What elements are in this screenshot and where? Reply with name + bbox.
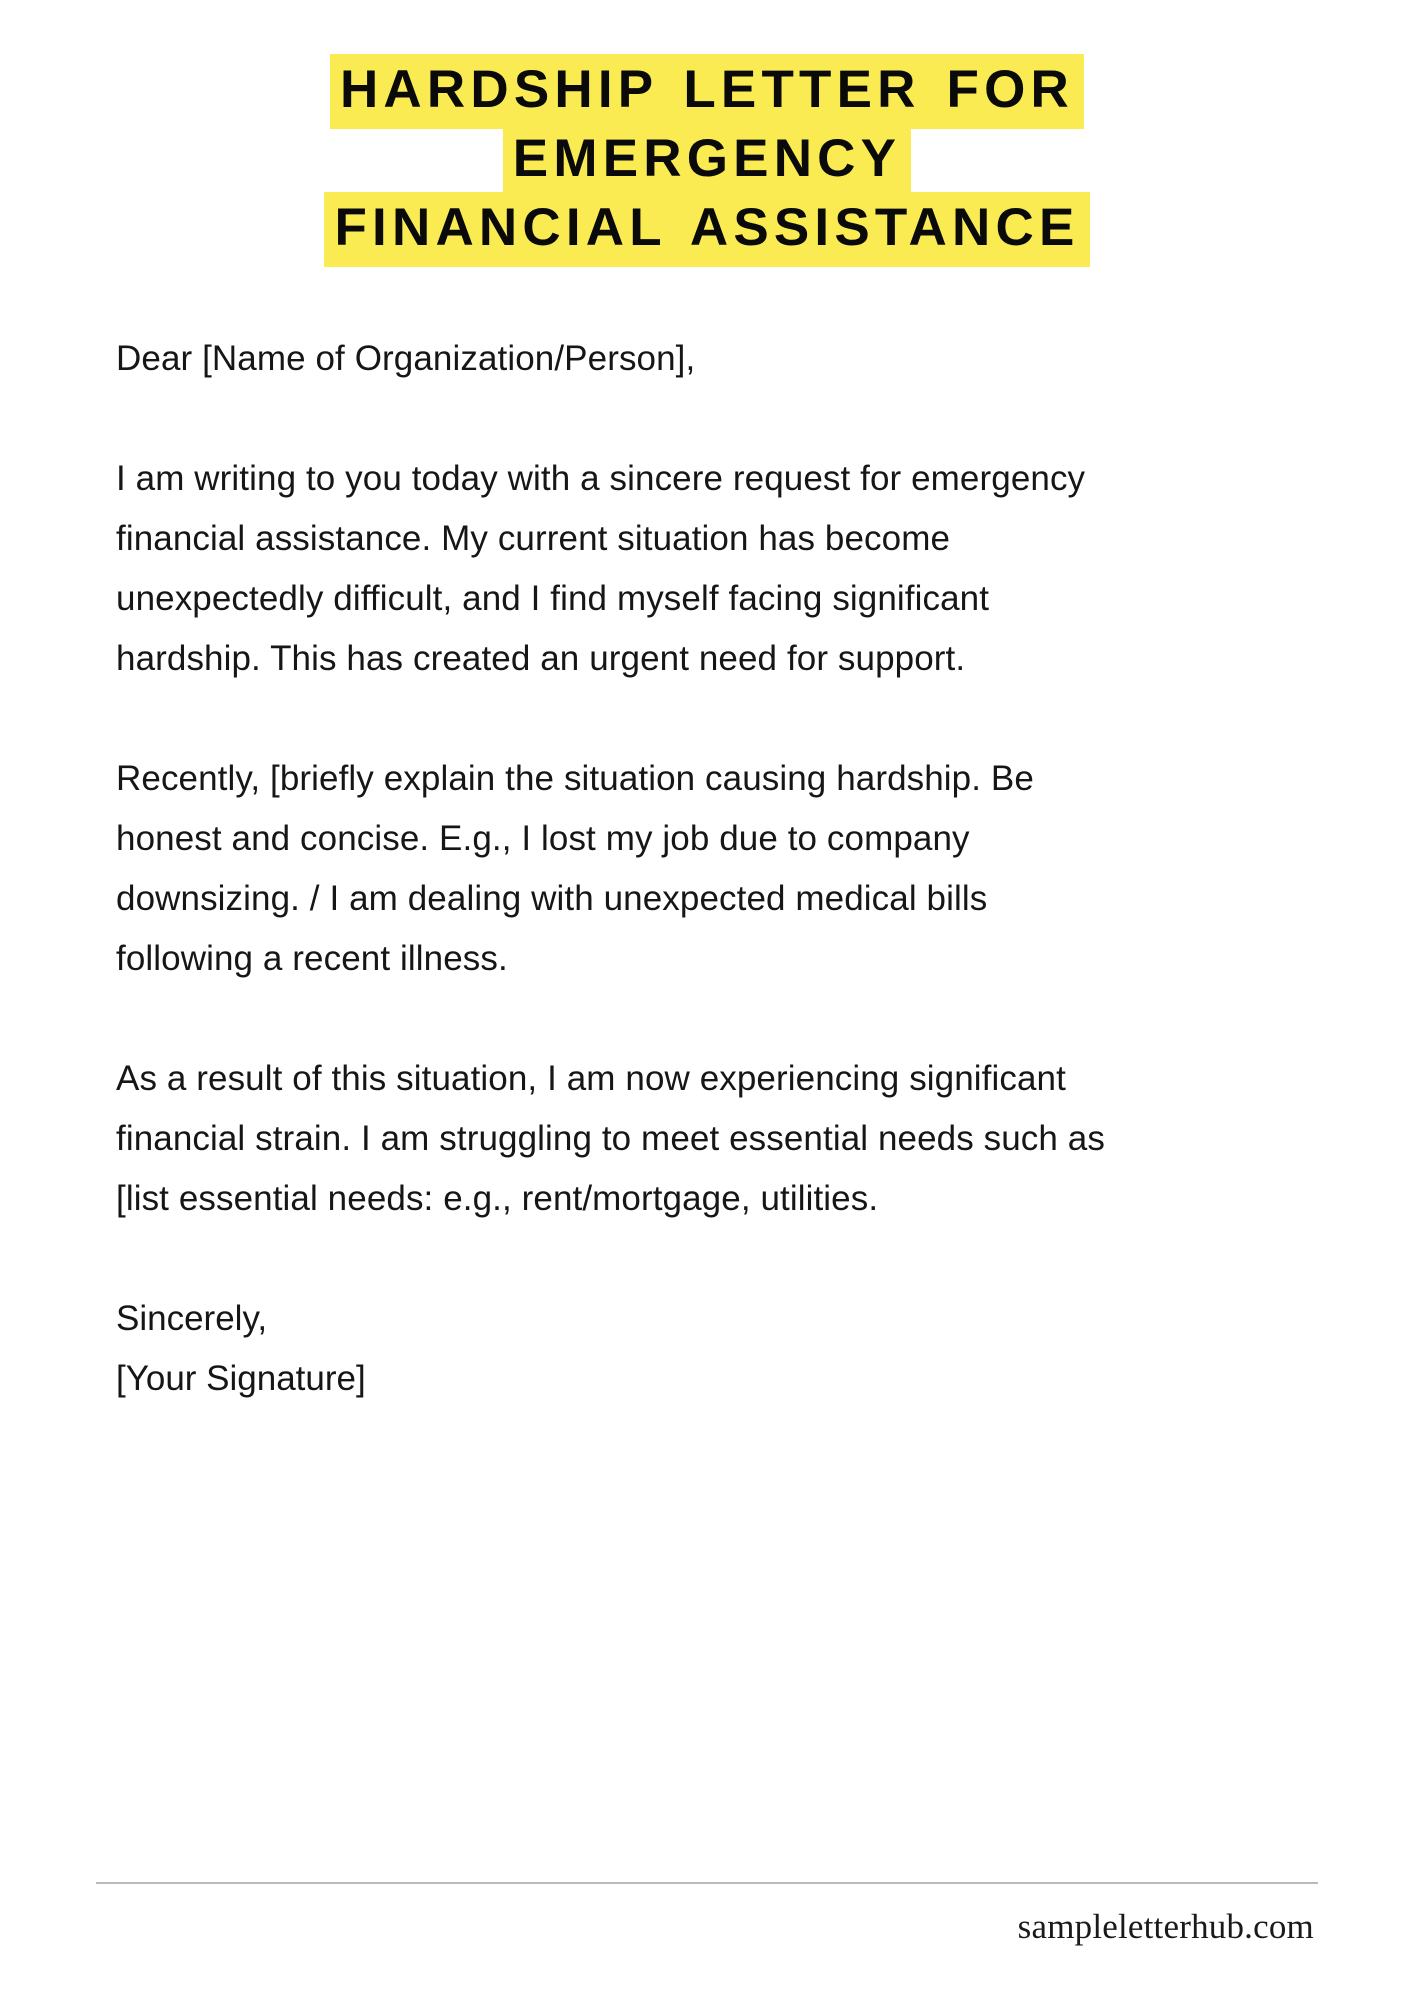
body-paragraph-3: As a result of this situation, I am now experiencing significant financial strain. I am struggling to meet essential needs such as [list essential needs: e.g., rent/mortgage, utilities. <box>116 1058 1105 1218</box>
footer-website: sampleletterhub.com <box>1017 1907 1314 1946</box>
title-block <box>0 0 1414 263</box>
letter-body <box>0 329 1414 1409</box>
title-line-1: HARDSHIP LETTER FOR EMERGENCY <box>330 54 1084 198</box>
closing-salutation: Sincerely, <box>116 1298 268 1338</box>
body-paragraph-2: Recently, [briefly explain the situation causing hardship. Be honest and concise. E.g., I lost my job due to company downsizing. / I am dealing with unexpected medical bills following a recent illness. <box>116 758 1034 978</box>
closing-block <box>116 1289 1302 1409</box>
footer-divider <box>96 1882 1318 1884</box>
salutation-line: Dear [Name of Organization/Person], <box>116 338 696 378</box>
title-line-2: FINANCIAL ASSISTANCE <box>324 192 1089 267</box>
page-footer <box>96 1882 1318 1948</box>
signature-placeholder: [Your Signature] <box>116 1358 366 1398</box>
body-paragraph-1: I am writing to you today with a sincere request for emergency financial assistance. My current situation has become unexpectedly difficult, and I find myself facing significant hardship. This has created an urgent need for support. <box>116 458 1086 678</box>
page-title <box>202 56 1212 263</box>
